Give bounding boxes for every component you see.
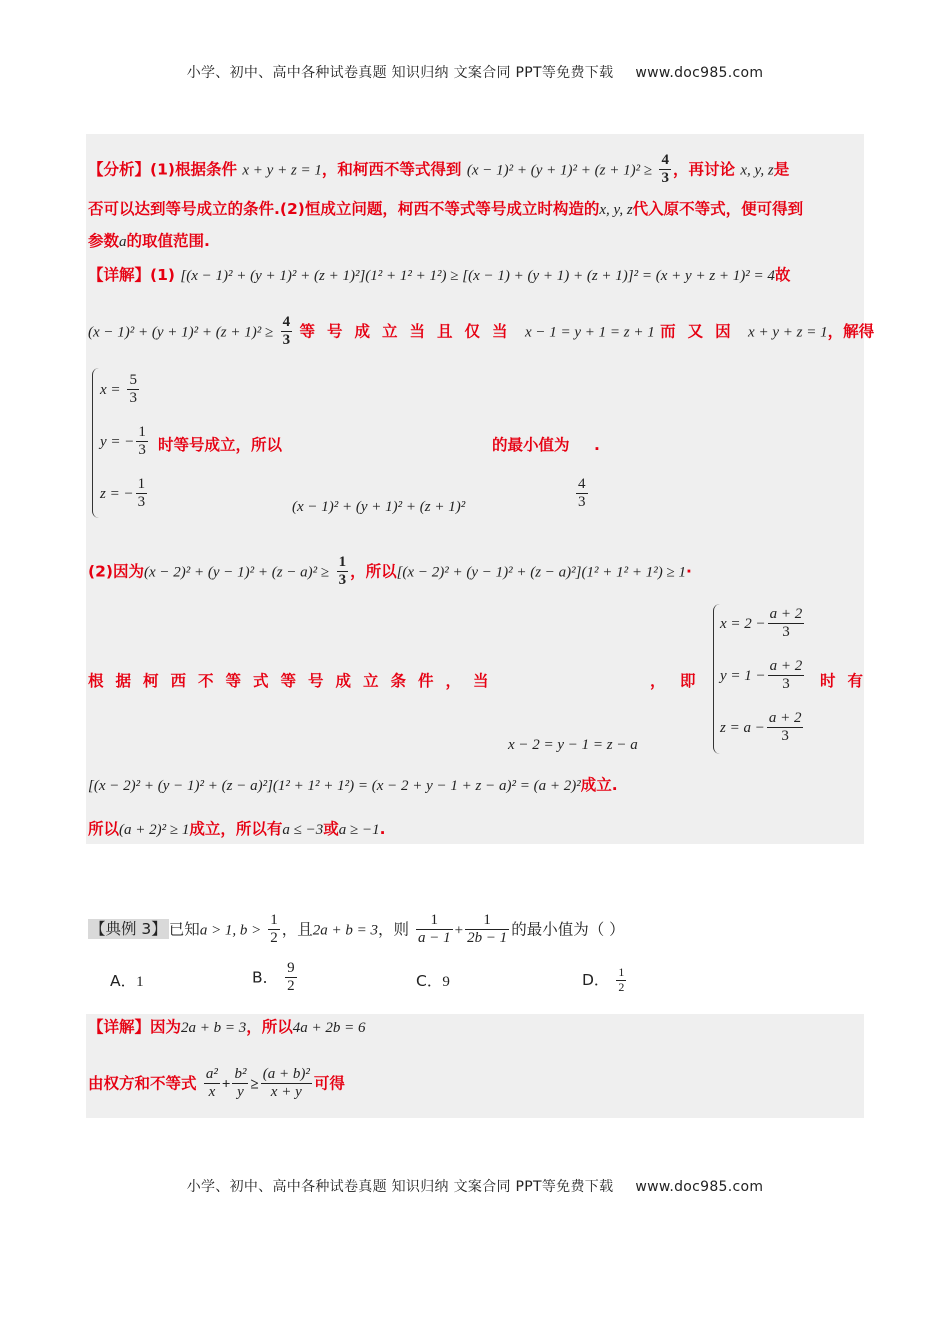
- math-text: x = 2 −: [720, 615, 766, 632]
- analysis-text: 是: [773, 160, 790, 179]
- fraction-denominator: 3: [338, 572, 347, 589]
- fraction-numerator: 4: [576, 476, 588, 494]
- fraction-denominator: 3: [661, 170, 669, 187]
- detail-text-min: 的最小值为: [492, 436, 570, 454]
- header-text: 小学、初中、高中各种试卷真题 知识归纳 文案合同 PPT等免费下载: [186, 65, 614, 81]
- detail-text: 而又因: [660, 322, 743, 341]
- fraction-denominator: 2b − 1: [467, 930, 508, 947]
- header-url[interactable]: www.doc985.com: [635, 65, 764, 81]
- question-text: ，则: [378, 920, 410, 939]
- system-brace: [713, 604, 720, 754]
- example3-question: [88, 912, 625, 948]
- math-fraction: [337, 554, 349, 590]
- math-fraction: [767, 710, 804, 746]
- option-key: B．: [252, 968, 279, 987]
- math-fraction: [127, 372, 139, 408]
- system-z: [100, 476, 149, 512]
- detail-label: 【详解】(1): [88, 266, 175, 284]
- footer-text: 小学、初中、高中各种试卷真题 知识归纳 文案合同 PPT等免费下载: [186, 1179, 614, 1195]
- math-fraction: [232, 1066, 248, 1102]
- system-x: [100, 372, 141, 408]
- fraction-denominator: 3: [578, 494, 586, 511]
- option-key: A．: [110, 972, 137, 990]
- math-inequality: (x − 2)² + (y − 1)² + (z − a)² ≥: [143, 564, 330, 581]
- detail-line-1: [88, 268, 790, 284]
- system2-y: [720, 658, 806, 694]
- page-header: [0, 62, 950, 82]
- system2-x: [720, 606, 806, 642]
- part2-comma: ，: [650, 672, 666, 690]
- math-equation: [(x − 1)² + (y + 1)² + (z + 1)²](1² + 1² + 1²) ≥ [(x − 1) + (y + 1) + (z + 1)]² = (x + y + z + 1)² = 4: [180, 268, 775, 284]
- page-footer: [0, 1176, 950, 1196]
- fraction-numerator: 5: [127, 372, 139, 390]
- question-text: 的最小值为（ ）: [511, 920, 625, 939]
- math-fraction: [281, 314, 293, 350]
- math-fraction: [616, 966, 626, 995]
- math-fraction: [136, 424, 148, 460]
- math-inequality: (x − 1)² + (y + 1)² + (z + 1)² ≥: [466, 162, 653, 179]
- part2-cond-eq: x − 2 = y − 1 = z − a: [508, 737, 638, 753]
- fraction-numerator: 4: [659, 152, 671, 170]
- detail-text-shi: 时等号成立，所以: [158, 436, 283, 454]
- part2-text: 时有: [820, 672, 876, 690]
- math-fraction: [261, 1066, 312, 1102]
- fraction-denominator: 3: [781, 728, 789, 745]
- part2-shiyou: [820, 674, 875, 690]
- math-condition: 2a + b = 3: [181, 1020, 247, 1036]
- part2-label: (2)因为: [88, 562, 144, 581]
- math-fraction: [768, 606, 805, 642]
- min-expression: (x − 1)² + (y + 1)² + (z + 1)²: [292, 499, 466, 515]
- math-plus: +: [221, 1076, 231, 1093]
- detail-text: 由权方和不等式: [88, 1074, 197, 1093]
- fraction-numerator: 1: [136, 424, 148, 442]
- math-equation: [(x − 2)² + (y − 1)² + (z − a)²](1² + 1² + 1²) = (x − 2 + y − 1 + z − a)² = (a + 2)²: [88, 778, 581, 794]
- analysis-text: 否可以达到等号成立的条件.(2)恒成立问题，柯西不等式等号成立时构造的: [88, 200, 600, 218]
- math-text: z = −: [100, 485, 134, 502]
- detail-text: ，所以: [246, 1018, 293, 1036]
- part2-text: 所以: [88, 820, 120, 838]
- math-result: a ≤ −3: [282, 822, 324, 838]
- math-fraction: [285, 960, 297, 996]
- math-text: y = −: [100, 433, 135, 450]
- math-vars: x, y, z: [599, 202, 633, 218]
- detail-text: 因为: [150, 1018, 182, 1036]
- min-value: [574, 476, 590, 512]
- fraction-denominator: y: [237, 1084, 244, 1101]
- part2-equation-line: [88, 778, 618, 794]
- fraction-denominator: 3: [782, 676, 790, 693]
- part2-text: 根据柯西不等式等号成立条件，当: [88, 672, 501, 690]
- part2-text: 成立，所以有: [189, 820, 283, 838]
- option-a[interactable]: [110, 974, 144, 990]
- fraction-numerator: 1: [136, 476, 148, 494]
- fraction-numerator: a + 2: [767, 710, 804, 728]
- math-text: x =: [100, 381, 121, 398]
- math-condition: a > 1, b >: [199, 922, 262, 939]
- math-fraction: [268, 912, 280, 948]
- fraction-denominator: 3: [782, 624, 790, 641]
- fraction-numerator: a²: [204, 1066, 220, 1084]
- math-condition: 4a + 2b = 6: [292, 1020, 366, 1036]
- option-b[interactable]: [252, 960, 299, 996]
- fraction-numerator: 4: [281, 314, 293, 332]
- detail3-line-1: [88, 1020, 366, 1036]
- footer-url[interactable]: www.doc985.com: [635, 1179, 764, 1195]
- fraction-denominator: 3: [137, 494, 146, 511]
- math-condition: 2a + b = 3: [312, 922, 379, 939]
- detail3-line-2: [88, 1066, 345, 1102]
- analysis-line-1: [88, 152, 789, 188]
- part2-conclusion: [88, 822, 386, 838]
- fraction-denominator: 2: [270, 930, 278, 947]
- option-c[interactable]: [416, 974, 450, 990]
- system-brace: [92, 368, 99, 518]
- part2-line-1: [88, 554, 692, 590]
- math-plus: +: [454, 922, 464, 939]
- system2-z: [720, 710, 805, 746]
- analysis-text: ，再讨论: [672, 160, 735, 179]
- fraction-denominator: 3: [282, 332, 291, 349]
- analysis-text: ，和柯西不等式得到: [321, 160, 462, 179]
- math-text: z = a −: [720, 719, 765, 736]
- part2-text: 或: [323, 820, 339, 838]
- math-text: y = 1 −: [720, 667, 766, 684]
- detail-label: 【详解】: [88, 1018, 151, 1036]
- analysis-text: 参数: [88, 232, 120, 250]
- math-result: a ≥ −1: [338, 822, 380, 838]
- math-condition: x + y + z = 1: [748, 324, 828, 341]
- question-text: 已知: [168, 920, 200, 939]
- detail-text: 等号成立当且仅当: [299, 322, 520, 341]
- part2-text: .: [379, 820, 386, 838]
- part2-ji: 即: [680, 672, 696, 690]
- math-vars: x, y, z: [740, 162, 774, 179]
- math-condition: x + y + z = 1: [242, 162, 322, 179]
- option-value: 1: [136, 974, 144, 990]
- math-fraction: [204, 1066, 220, 1102]
- detail-line-2: [88, 314, 874, 350]
- math-fraction: [576, 476, 588, 512]
- math-fraction: [416, 912, 453, 948]
- part2-text: ，所以: [350, 562, 397, 581]
- analysis-line-3: [88, 234, 210, 250]
- fraction-numerator: 1: [618, 965, 625, 979]
- option-key: D．: [582, 970, 610, 989]
- fraction-numerator: 1: [416, 912, 453, 930]
- analysis-text: (1)根据条件: [150, 160, 237, 179]
- part2-condition-text: [88, 674, 501, 690]
- fraction-denominator: 3: [138, 442, 146, 459]
- math-geq: ≥: [250, 1076, 259, 1093]
- detail-text: ，解得: [827, 322, 875, 341]
- fraction-denominator: 2: [287, 978, 295, 995]
- part2-dot: ·: [685, 562, 692, 581]
- option-value: 9: [442, 974, 450, 990]
- detail-dot: .: [594, 436, 600, 454]
- option-key: C．: [416, 972, 443, 990]
- analysis-text: 代入原不等式，便可得到: [632, 200, 804, 218]
- math-var: a: [119, 234, 127, 250]
- math-fraction: [768, 658, 805, 694]
- fraction-denominator: x + y: [270, 1084, 302, 1101]
- example-label: 【典例 3】: [90, 920, 167, 939]
- fraction-denominator: a − 1: [417, 930, 451, 947]
- fraction-numerator: a + 2: [768, 658, 805, 676]
- question-text: ，且: [281, 920, 313, 939]
- system-y: [100, 424, 150, 460]
- math-inequality: [(x − 2)² + (y − 1)² + (z − a)²](1² + 1² + 1²) ≥ 1: [396, 564, 686, 581]
- fraction-numerator: a + 2: [768, 606, 805, 624]
- fraction-denominator: 2: [618, 979, 625, 994]
- fraction-denominator: 3: [129, 390, 137, 407]
- fraction-numerator: 9: [285, 960, 297, 978]
- math-condition: x − 1 = y + 1 = z + 1: [524, 324, 655, 341]
- math-inequality: (a + 2)² ≥ 1: [119, 822, 190, 838]
- fraction-denominator: x: [208, 1084, 216, 1101]
- detail-text: 故: [774, 266, 791, 284]
- fraction-numerator: 1: [268, 912, 280, 930]
- option-d[interactable]: [582, 966, 628, 995]
- math-fraction: [465, 912, 509, 948]
- part2-text: 成立.: [580, 776, 618, 794]
- fraction-numerator: 1: [337, 554, 349, 572]
- fraction-numerator: 1: [465, 912, 509, 930]
- fraction-numerator: (a + b)²: [261, 1066, 312, 1084]
- analysis-line-2: [88, 202, 803, 218]
- analysis-text: 的取值范围.: [126, 232, 210, 250]
- math-fraction: [136, 476, 148, 512]
- math-inequality: (x − 1)² + (y + 1)² + (z + 1)² ≥: [88, 324, 274, 341]
- fraction-numerator: b²: [232, 1066, 248, 1084]
- detail-text: 可得: [313, 1074, 345, 1093]
- analysis-label: 【分析】: [88, 160, 151, 179]
- math-fraction: [659, 152, 671, 188]
